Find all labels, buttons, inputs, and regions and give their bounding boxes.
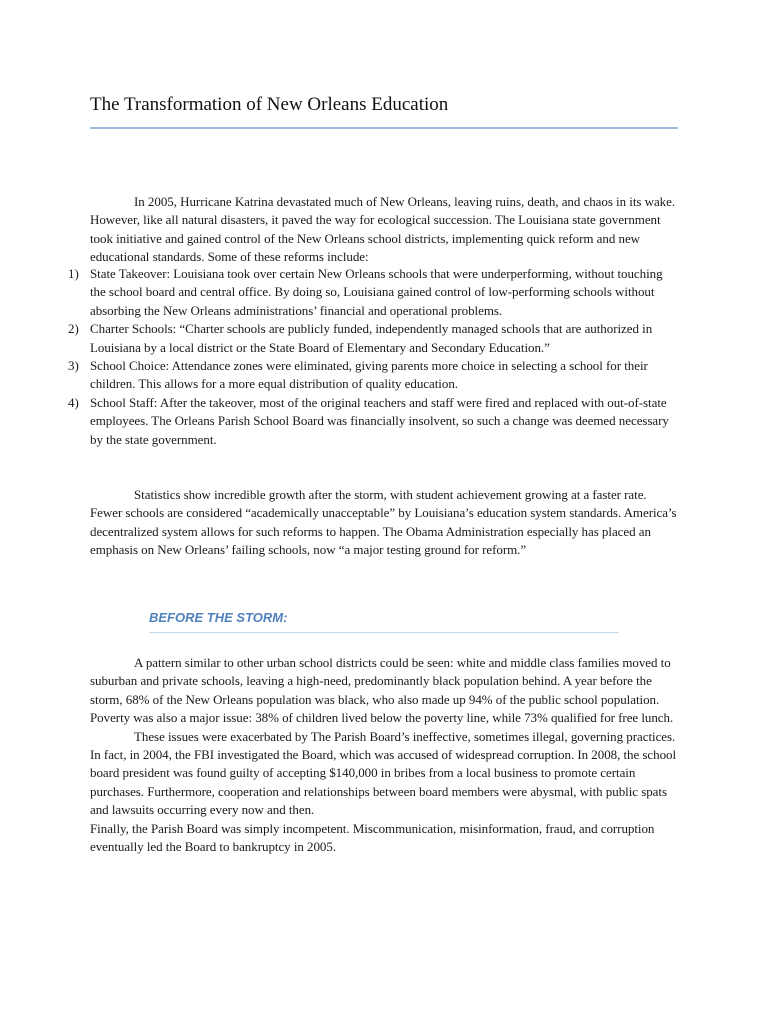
reforms-list (68, 265, 678, 449)
reform-text: Charter Schools: “Charter schools are publicly funded, independently managed schools that are authorized in Louisiana by a local district or the State Board of Elementary and Secondary Education.” (90, 321, 653, 355)
before-storm-heading: BEFORE THE STORM: (149, 610, 288, 625)
before-storm-paragraph-2: These issues were exacerbated by The Parish Board’s ineffective, sometimes illegal, governing practices. In fact, in 2004, the FBI investigated the Board, which was accused of widespread corruption. In 2008, the school board president was found guilty of accepting $140,000 in bribes from a local business to promote certain purchases. Furthermore, cooperation and relationships between board members were abysmal, with public spats and lawsuits occurring every now and then. (90, 728, 677, 818)
reform-number: 2) (68, 321, 79, 337)
before-storm-section (90, 654, 678, 856)
title-divider (90, 127, 678, 129)
intro-section (90, 193, 678, 267)
reform-item (68, 320, 678, 357)
reform-number: 3) (68, 358, 79, 374)
before-storm-paragraph-1: A pattern similar to other urban school districts could be seen: white and middle class families moved to suburban and private schools, leaving a high-need, predominantly black population behind. A year before the storm, 68% of the New Orleans population was black, who also made up 94% of the public school population. Poverty was also a major issue: 38% of children lived below the poverty line, while 73% qualified for free lunch. (90, 655, 674, 726)
reform-item (68, 265, 678, 320)
heading-divider (149, 632, 619, 633)
reform-text: State Takeover: Louisiana took over certain New Orleans schools that were underperforming, without touching the school board and central office. By doing so, Louisiana gained control of low-performing schools without absorbing the New Orleans administrations’ financial and operational problems. (90, 266, 663, 318)
statistics-section (90, 486, 678, 560)
reform-item (68, 394, 678, 449)
reform-text: School Choice: Attendance zones were eliminated, giving parents more choice in selecting a school for their children. This allows for a more equal distribution of quality education. (90, 358, 648, 392)
reform-item (68, 357, 678, 394)
reform-text: School Staff: After the takeover, most of the original teachers and staff were fired and replaced with out-of-state employees. The Orleans Parish School Board was financially insolvent, so such a change was deemed necessary by the state government. (90, 394, 669, 447)
reform-number: 1) (68, 266, 79, 281)
reform-number: 4) (68, 394, 79, 410)
statistics-paragraph: Statistics show incredible growth after the storm, with student achievement growing at a faster rate. Fewer schools are considered “academically unacceptable” by Louisiana’s education system standards. America’s decentralized system allows for such reforms to happen. The Obama Administration especially has placed an emphasis on New Orleans’ failing schools, now “a major testing ground for reform.” (90, 487, 677, 558)
intro-paragraph: In 2005, Hurricane Katrina devastated much of New Orleans, leaving ruins, death, and chaos in its wake. However, like all natural disasters, it paved the way for ecological succession. The Louisiana state government took initiative and gained control of the New Orleans school districts, implementing quick reform and new educational standards. Some of these reforms include: (90, 194, 676, 265)
document-title: The Transformation of New Orleans Education (90, 94, 449, 115)
before-storm-paragraph-3: Finally, the Parish Board was simply incompetent. Miscommunication, misinformation, fraud, and corruption eventually led the Board to bankruptcy in 2005. (90, 820, 655, 855)
